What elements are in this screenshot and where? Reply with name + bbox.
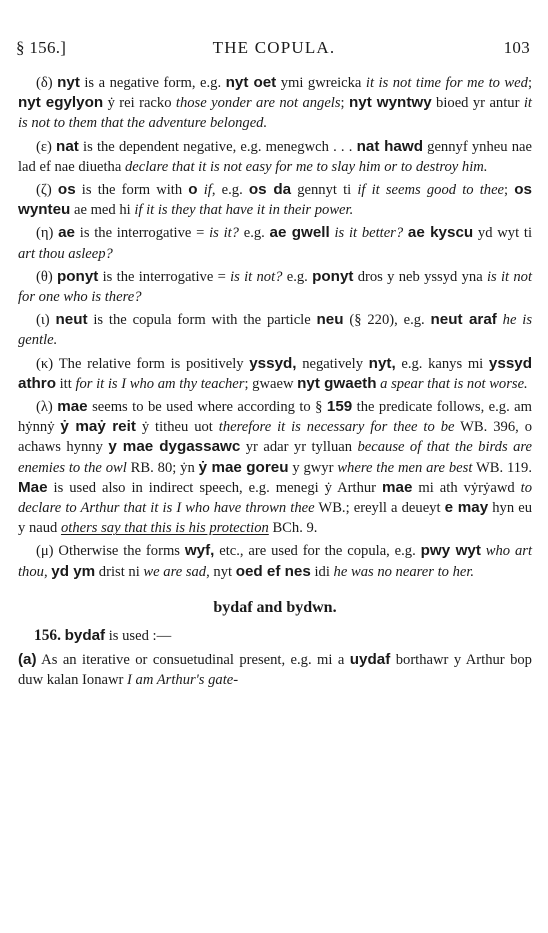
- paragraph-text: e.g.: [282, 268, 313, 285]
- paragraph-text: ae med hi: [70, 202, 135, 219]
- paragraph-welsh-term: nyt wyntwy: [349, 94, 432, 112]
- paragraph-translation: is it not?: [230, 268, 283, 285]
- paragraph-welsh-term: yssyd,: [249, 354, 297, 372]
- paragraph-text: ẏ rei racko: [103, 95, 176, 112]
- paragraph-text: (θ): [36, 268, 57, 285]
- section-term: bydaf: [64, 627, 106, 645]
- paragraph-translation: a spear that is not worse.: [380, 375, 528, 392]
- paragraph-translation: we are sad: [143, 563, 207, 580]
- paragraph-translation: he was no nearer to her.: [333, 563, 475, 580]
- paragraph-text: ;: [527, 75, 532, 91]
- paragraph-text: ; gwaew: [244, 375, 298, 392]
- copula-paragraph: [18, 541, 532, 581]
- paragraph-text: yd wyt ti: [473, 225, 533, 242]
- paragraph-text: BCh. 9.: [268, 520, 318, 537]
- copula-paragraph: [18, 267, 532, 307]
- paragraph-text: yr adar yr tylluan: [240, 439, 358, 456]
- copula-paragraph: [18, 223, 532, 263]
- paragraph-welsh-term: nyt: [57, 74, 80, 91]
- page-body: [18, 73, 532, 691]
- paragraph-a-text: As an iterative or consuetudinal present, e.g. mi a: [36, 652, 350, 669]
- paragraph-translation: art thou asleep?: [18, 245, 113, 262]
- paragraph-welsh-term: nyt,: [368, 354, 396, 372]
- paragraph-welsh-term: yd ym: [51, 562, 96, 580]
- paragraph-translation: he is gentle.: [18, 312, 532, 349]
- section-heading-rest: is used :—: [105, 628, 172, 645]
- paragraph-text: is the interrogative =: [75, 225, 210, 242]
- paragraph-text: dros y neb yssyd yna: [353, 268, 487, 285]
- paragraph-translation: declare that it is not easy for me to slay him or to destroy him.: [124, 158, 488, 175]
- paragraph-text: (μ) Otherwise the forms: [36, 543, 185, 560]
- page-number: 103: [503, 38, 530, 57]
- paragraph-text: ;: [504, 182, 515, 199]
- paragraph-translation: those yonder are not angels: [175, 95, 341, 112]
- paragraph-a-welsh-term: uydaf: [349, 651, 391, 669]
- paragraph-translation: to declare to Arthur that it is I who have thrown thee: [18, 479, 532, 517]
- paragraph-text: WB. 119.: [472, 459, 532, 476]
- paragraph-text: is the copula form with the particle: [87, 312, 317, 329]
- paragraph-text: (ε): [36, 138, 57, 155]
- paragraph-a: [18, 650, 532, 690]
- paragraph-translation: is it?: [209, 225, 239, 242]
- paragraph-a-welsh-term: (a): [18, 651, 37, 669]
- paragraph-a-text: borthawr y Arthur bop duw kalan Ionawr: [18, 652, 532, 689]
- paragraph-welsh-term: os: [57, 181, 76, 199]
- paragraph-translation: where the men are best: [337, 459, 473, 476]
- paragraph-translation: because of that the birds are enemies to the owl: [18, 439, 532, 476]
- paragraph-text: (η): [36, 225, 59, 242]
- paragraph-text: is used also in indirect speech, e.g. menegi ẏ Arthur: [47, 479, 383, 496]
- paragraph-text: negatively: [296, 355, 369, 372]
- paragraph-welsh-term: neut: [55, 311, 88, 329]
- paragraph-text: is the form with: [75, 182, 189, 199]
- paragraph-welsh-term: o: [188, 181, 198, 199]
- paragraph-text: e.g.: [238, 225, 270, 242]
- paragraph-text: e.g. kanys mi: [395, 355, 489, 372]
- section-number: 156.: [34, 627, 61, 645]
- paragraph-translation: others say that this is his protection: [60, 520, 269, 537]
- paragraph-translation: if: [203, 182, 212, 199]
- paragraph-welsh-term: oed ef nes: [235, 562, 311, 580]
- paragraph-welsh-term: nyt gwaeth: [297, 374, 377, 392]
- paragraph-text: (§ 220), e.g.: [343, 312, 431, 329]
- paragraph-welsh-term: pwy wyt: [420, 542, 481, 560]
- paragraph-text: (δ): [36, 75, 58, 91]
- paragraph-a-translation: I am Arthur's gate-: [127, 672, 239, 689]
- section-156-heading: [18, 626, 532, 646]
- paragraph-text: (ζ): [36, 182, 58, 199]
- paragraph-text: , nyt: [206, 563, 236, 580]
- paragraph-welsh-term: nat hawd: [356, 137, 423, 155]
- paragraph-welsh-term: nat: [56, 137, 79, 155]
- copula-paragraph: [18, 310, 532, 350]
- copula-paragraphs: [18, 73, 532, 582]
- paragraph-welsh-term: y mae dygassawc: [108, 438, 241, 456]
- paragraph-text: hyn eu y naud: [18, 500, 532, 537]
- paragraph-translation: who art thou: [18, 543, 532, 580]
- paragraph-text: (κ) The relative form is positively: [36, 355, 250, 372]
- paragraph-welsh-term: neu: [316, 311, 344, 329]
- paragraph-welsh-term: mae: [382, 478, 413, 496]
- paragraph-text: WB.; ereyll a deueyt: [314, 500, 445, 517]
- paragraph-text: is the interrogative =: [98, 268, 231, 285]
- paragraph-text: mi ath vẏrẏawd: [412, 479, 521, 496]
- running-header: [14, 38, 534, 62]
- paragraph-translation: if it is they that have it in their power.: [134, 202, 354, 219]
- paragraph-welsh-term: os wynteu: [18, 181, 532, 219]
- paragraph-text: y gwyr: [288, 459, 338, 476]
- paragraph-welsh-term: nyt oet: [225, 74, 277, 91]
- paragraph-text: gennyf ynheu nae lad ef nae diuetha: [18, 138, 532, 175]
- paragraph-text: drist ni: [95, 563, 144, 580]
- paragraph-text: ẏ titheu uot: [135, 419, 219, 436]
- paragraph-text: ymi gwreicka: [276, 75, 366, 91]
- paragraph-text: , e.g.: [211, 182, 249, 199]
- page-title: THE COPULA.: [212, 38, 336, 57]
- paragraph-text: (ι): [36, 312, 56, 329]
- paragraph-text: bioed yr antur: [431, 95, 524, 112]
- paragraph-welsh-term: yssyd athro: [18, 354, 532, 392]
- paragraph-welsh-term: e may: [444, 499, 489, 517]
- section-subheading: bydaf and bydwn.: [213, 598, 337, 616]
- paragraph-welsh-term: ae: [58, 224, 76, 242]
- paragraph-translation: for it is I who am thy teacher: [75, 375, 245, 392]
- paragraph-translation: is it not for one who is there?: [18, 268, 533, 306]
- paragraph-translation: it is not to them that the adventure belonged.: [18, 95, 532, 132]
- paragraph-welsh-term: mae: [57, 398, 88, 416]
- paragraph-welsh-term: nyt egylyon: [18, 94, 104, 112]
- copula-paragraph: [18, 354, 532, 394]
- paragraph-text: is the dependent negative, e.g. menegwch . . .: [78, 138, 357, 155]
- paragraph-text: ;: [340, 95, 350, 112]
- copula-paragraph: [18, 397, 532, 538]
- paragraph-text: RB. 80; ẏn: [126, 459, 199, 476]
- copula-paragraph: [18, 180, 532, 220]
- paragraph-text: idi: [310, 563, 334, 580]
- paragraph-text: WB. 396, o achaws hynny: [18, 419, 532, 456]
- copula-paragraph: [18, 137, 532, 177]
- paragraph-welsh-term: os da: [248, 181, 292, 199]
- paragraph-text: itt: [55, 375, 76, 392]
- paragraph-text: etc., are used for the copula, e.g.: [214, 543, 421, 560]
- paragraph-welsh-term: ae kyscu: [407, 224, 474, 242]
- paragraph-text: the predicate follows, e.g. am hẏnnẏ: [18, 399, 532, 436]
- paragraph-welsh-term: ponyt: [57, 267, 99, 285]
- paragraph-translation: if it seems good to thee: [357, 182, 505, 199]
- paragraph-welsh-term: neut araf: [430, 311, 497, 329]
- paragraph-welsh-term: wyf,: [184, 542, 215, 560]
- paragraph-welsh-term: ae gwell: [269, 224, 330, 242]
- paragraph-text: (λ): [36, 399, 58, 416]
- paragraph-welsh-term: ẏ mae goreu: [198, 458, 289, 476]
- paragraph-welsh-term: ponyt: [312, 267, 354, 285]
- copula-paragraph: [18, 73, 532, 134]
- paragraph-text: gennyt ti: [291, 182, 358, 199]
- paragraph-welsh-term: ẏ maẏ reit: [60, 418, 136, 436]
- paragraph-welsh-term: 159: [326, 398, 353, 416]
- paragraph-welsh-term: Mae: [18, 478, 48, 496]
- paragraph-translation: is it better?: [334, 225, 404, 242]
- paragraph-text: ,: [43, 563, 52, 580]
- paragraph-text: is a negative form, e.g.: [79, 75, 226, 91]
- paragraph-translation: it is not time for me to wed: [365, 75, 528, 91]
- paragraph-text: seems to be used where according to §: [87, 399, 327, 416]
- section-reference: § 156.]: [16, 38, 67, 57]
- paragraph-translation: therefore it is necessary for thee to be: [218, 419, 455, 436]
